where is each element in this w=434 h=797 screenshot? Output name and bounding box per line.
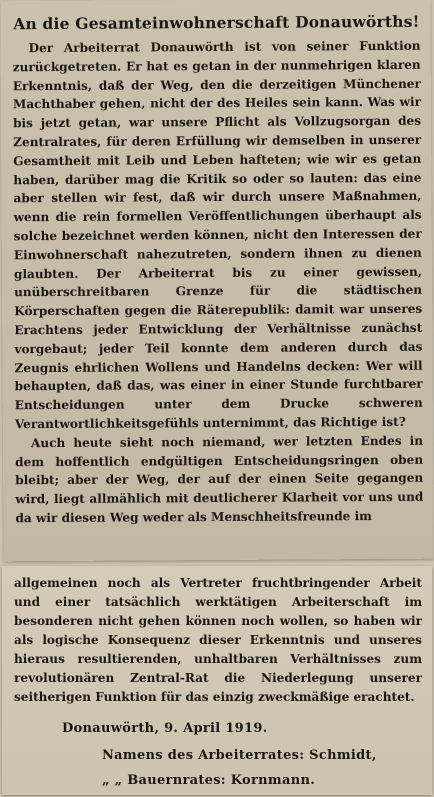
dateline: Donauwörth, 9. April 1919.: [62, 721, 268, 736]
article-paragraph-2: Auch heute sieht noch niemand, wer letzten Endes in dem hoffentlich endgültigen Entscheidungsringen oben bleibt; aber der Weg, der auf der einen Seite gegangen wird, liegt allmählich mit deutlicherer Klarheit vor uns und da wir diesen Weg weder als Menschheitsfreunde im: [15, 433, 424, 526]
signature-bauernrat: „ „ Bauernrates: Kornmann.: [102, 773, 316, 788]
article-title: An die Gesamteinwohnerschaft Donauwörths!: [13, 11, 420, 34]
article-paragraph-1: Der Arbeiterrat Donauwörth ist von seiner Funktion zurückgetreten. Er hat es getan in der nunmehrigen klaren Erkenntnis, daß der Weg, den die derzeitigen Münchener Machthaber gehen, nicht der des Heiles sein kann. Was wir bis jetzt getan, war unsere Pflicht als Vollzugsorgan des Zentralrates, für deren Erfüllung wir demselben in unserer Gesamtheit mit Leib und Leben hafteten; wie wir es getan haben, darüber mag die Kritik so oder so lauten: das eine aber stellen wir fest, daß wir durch unsere Maßnahmen, wenn die rein formellen Veröffentlichungen überhaupt als solche bezeichnet werden können, nicht den Interessen der Einwohnerschaft nahezutreten, sondern ihnen zu dienen glaubten. Der Arbeiterrat bis zu einer gewissen, unüberschreitbaren Grenze für die städtischen Körperschaften gegen die Räterepublik: damit war unseres Erachtens jeder Entwicklung der Verhältnisse zunächst vorgebaut; jeder Teil konnte dem anderen durch das Zeugnis ehrlichen Wollens und Handelns decken: Wer will behaupten, daß das, was einer in einer Stunde furchtbarer Entscheidungen unter dem Drucke schweren Verantwortlichkeitsgefühls unternimmt, das Richtige ist?: [12, 38, 423, 432]
article-continuation: allgemeinen noch als Vertreter fruchtbringender Arbeit und einer tatsächlich werktätigen Arbeiterschaft im besonderen nicht gehen können noch wollen, so haben wir als logische Konsequenz dieser Erkenntnis und unseres hieraus resultierenden, unhaltbaren Verhältnisses zum revolutionären Zentral-Rat die Niederlegung unserer seitherigen Funktion für das einzig zweckmäßige erachtet.: [14, 576, 422, 704]
newspaper-clipping-lower: [2, 566, 432, 795]
signature-arbeiterrat: Namens des Arbeiterrates: Schmidt,: [102, 748, 377, 763]
